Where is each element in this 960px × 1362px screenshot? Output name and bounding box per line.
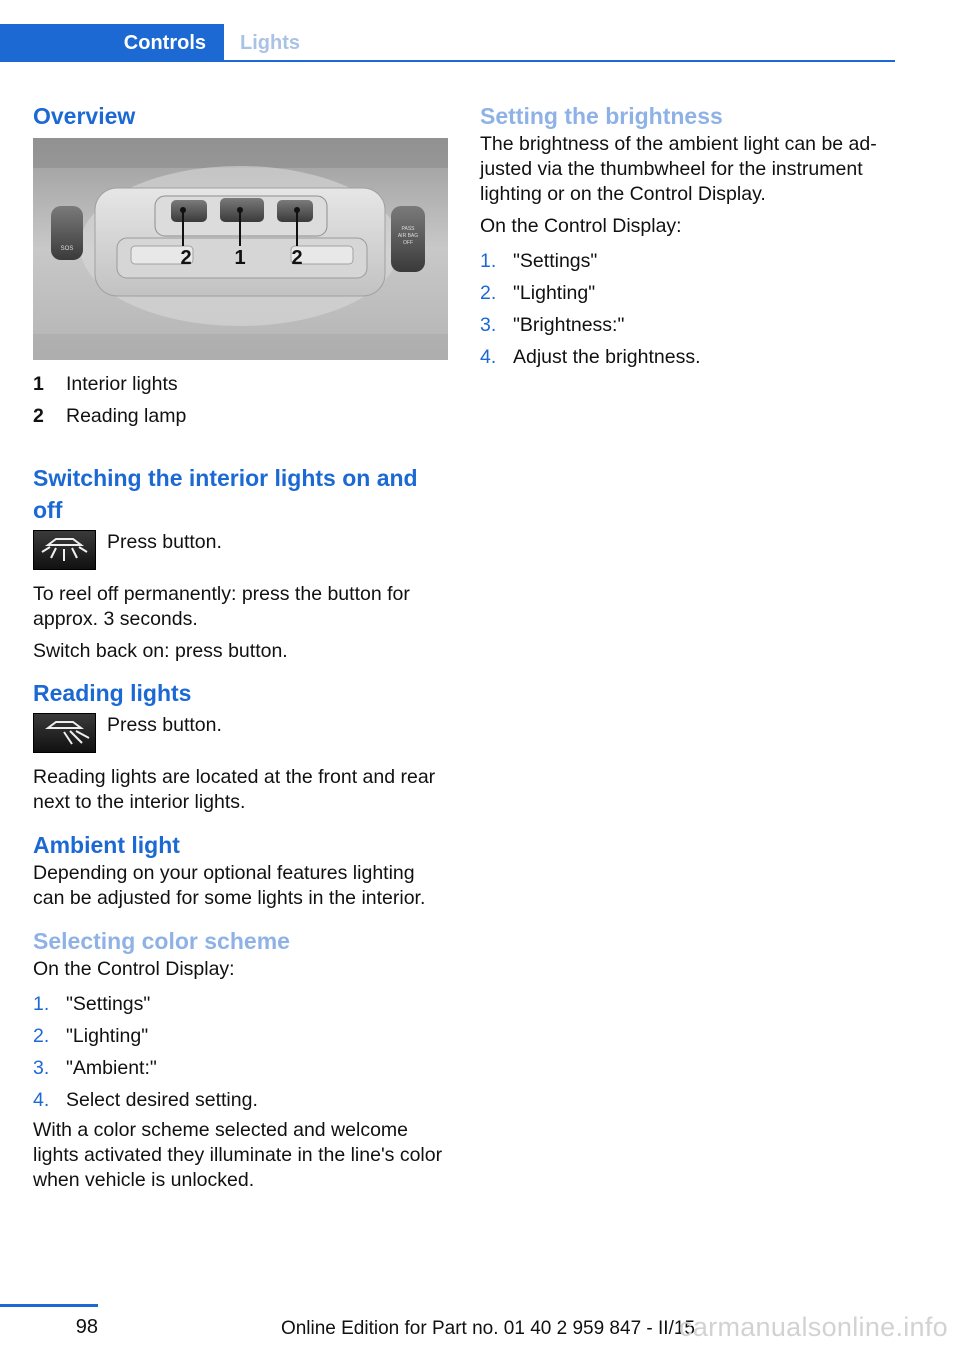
- list-item: 1. "Settings": [480, 250, 598, 272]
- list-item: 3. "Ambient:": [33, 1057, 157, 1079]
- watermark: carmanualsonline.info: [679, 1312, 948, 1342]
- legend-item: 2 Reading lamp: [33, 405, 187, 427]
- list-item: 4. Adjust the brightness.: [480, 346, 701, 368]
- ambient-heading: Ambient light: [33, 832, 180, 858]
- reading-heading: Reading lights: [33, 680, 192, 706]
- roof-console-photo: [33, 138, 448, 360]
- ambient-paragraph: Depending on your optional features lighting can be adjusted for some lights in the interior.: [33, 862, 426, 909]
- switch-heading: Switching the interior lights on and off: [33, 465, 418, 523]
- brightness-paragraph: The brightness of the ambient light can be ad‐ justed via the thumbwheel for the instrument lighting or on the Control Display.: [480, 133, 877, 205]
- list-item: 3. "Brightness:": [480, 314, 625, 336]
- switch-paragraph-1: To reel off permanently: press the button for approx. 3 seconds.: [33, 583, 410, 630]
- tab-lights[interactable]: Lights: [240, 31, 300, 54]
- callout-1: 1: [234, 247, 246, 269]
- brightness-heading: Setting the brightness: [480, 103, 723, 129]
- reading-light-button-icon: [33, 713, 96, 753]
- left-column: [33, 100, 448, 1193]
- page-number: 98: [75, 1316, 98, 1338]
- reading-paragraph: Reading lights are located at the front and rear next to the interior lights.: [33, 766, 436, 813]
- switch-paragraph-2: Switch back on: press button.: [33, 640, 288, 662]
- interior-light-press-text: Press button.: [107, 531, 222, 553]
- svg-text:AIR BAG: AIR BAG: [397, 233, 419, 239]
- page-header: [0, 24, 895, 62]
- brightness-intro: On the Control Display:: [480, 215, 682, 237]
- callout-2-right: 2: [291, 247, 303, 269]
- interior-light-instruction: [33, 530, 448, 578]
- legend-item: 1 Interior lights: [33, 373, 178, 395]
- reading-light-press-text: Press button.: [107, 714, 222, 736]
- edition-text: Online Edition for Part no. 01 40 2 959 847 - II/15: [280, 1318, 695, 1339]
- reading-light-instruction: [33, 713, 448, 761]
- interior-light-button-icon: [33, 530, 96, 570]
- tab-controls[interactable]: Controls: [0, 24, 224, 62]
- list-item: 4. Select desired setting.: [33, 1089, 258, 1111]
- right-column: [480, 100, 895, 373]
- sos-label: SOS: [60, 246, 74, 252]
- list-item: 1. "Settings": [33, 993, 151, 1015]
- callout-2-left: 2: [180, 247, 192, 269]
- color-scheme-intro: On the Control Display:: [33, 958, 235, 980]
- footer-rule: [0, 1304, 98, 1307]
- svg-text:PASS: PASS: [401, 226, 415, 232]
- overview-heading: Overview: [33, 103, 136, 129]
- color-scheme-note: With a color scheme selected and welcome lights activated they illuminate in the line's color when vehicle is unlocked.: [33, 1119, 443, 1191]
- list-item: 2. "Lighting": [33, 1025, 149, 1047]
- list-item: 2. "Lighting": [480, 282, 596, 304]
- color-scheme-heading: Selecting color scheme: [33, 928, 290, 954]
- svg-text:OFF: OFF: [403, 240, 413, 246]
